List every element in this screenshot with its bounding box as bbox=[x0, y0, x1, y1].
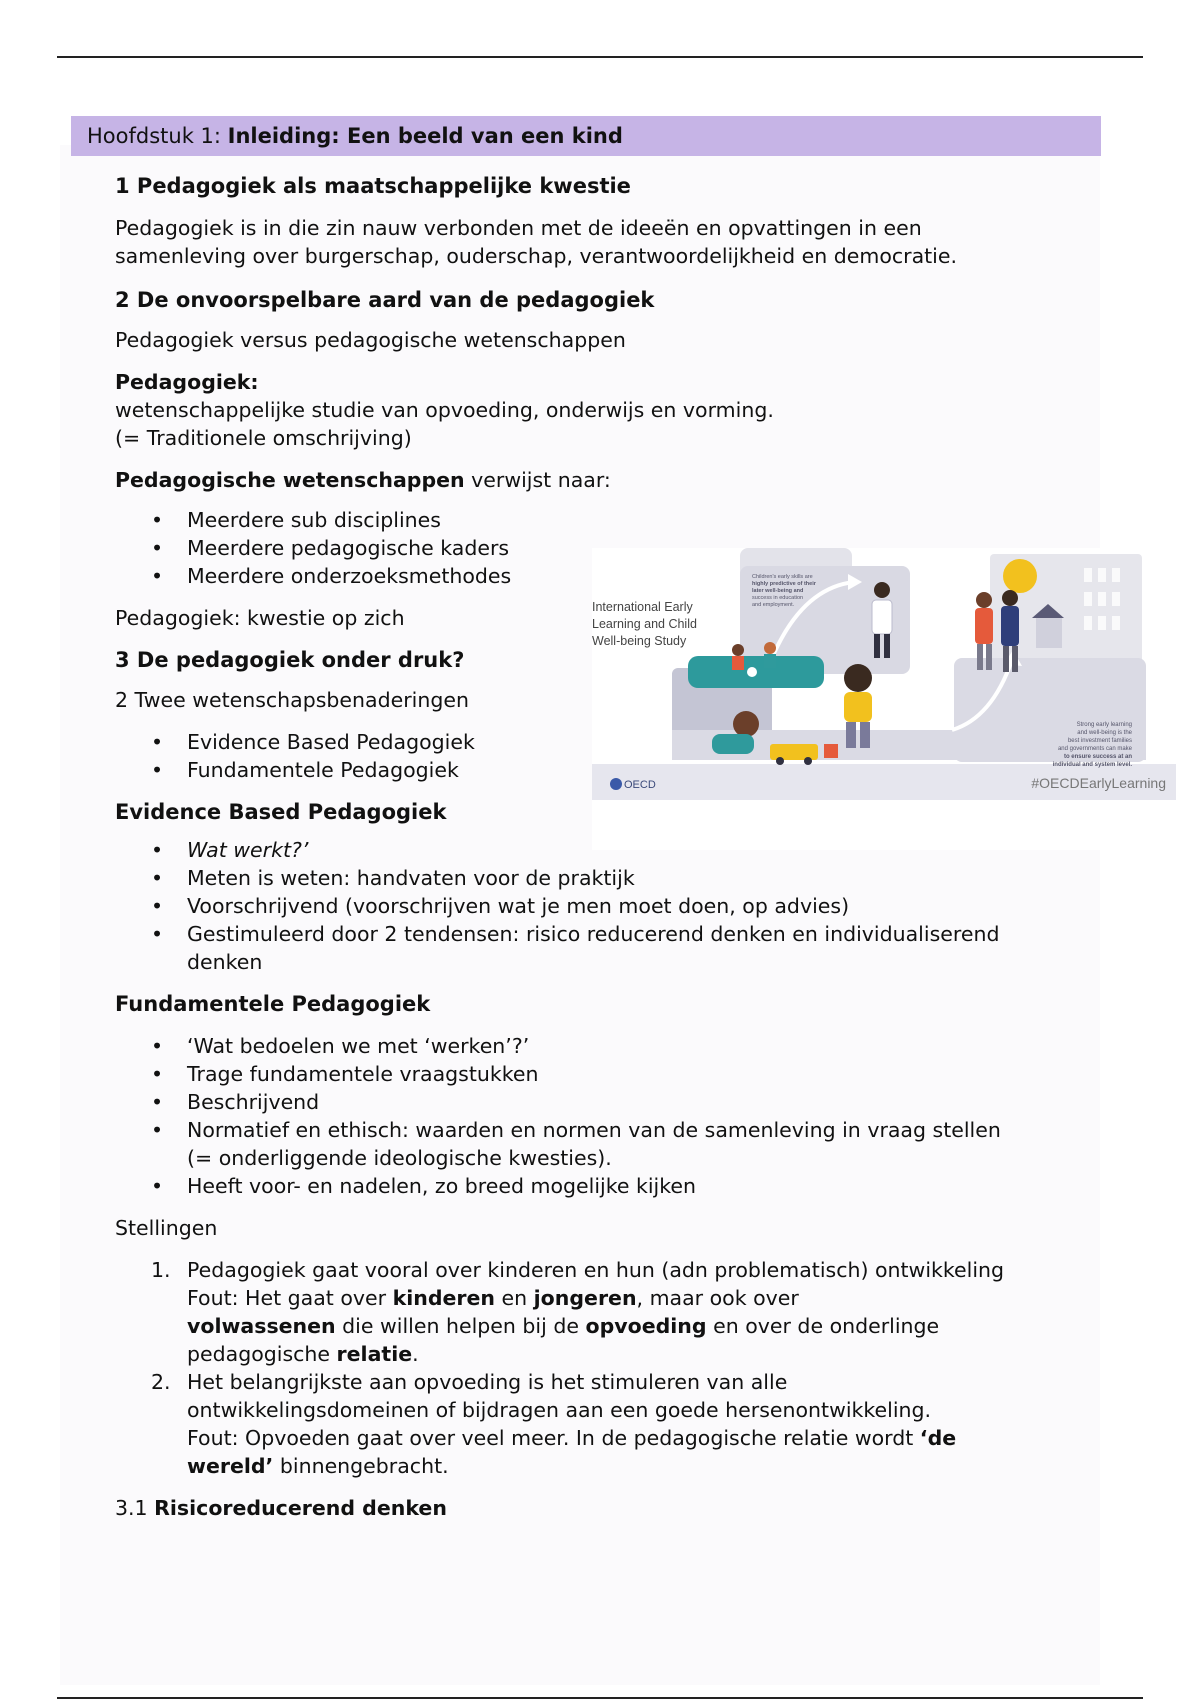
section-3-1-heading: 3.1 Risicoreducerend denken bbox=[115, 1496, 447, 1520]
study-title-line3: Well-being Study bbox=[592, 634, 687, 648]
stelling-2: 2. Het belangrijkste aan opvoeding is het stimuleren van alle ontwikkelingsdomeinen of bijdragen aan een goede hersenontwikkeling. Fout: Opvoeden gaat over veel meer. In de pedagogische relatie wordt ‘de wereld’ binnengebracht. bbox=[151, 1370, 957, 1478]
list-item: • Trage fundamentele vraagstukken bbox=[115, 1060, 1075, 1088]
section-1-heading: 1 Pedagogiek als maatschappelijke kwestie bbox=[115, 174, 631, 198]
section-1-text-line1: Pedagogiek is in die zin nauw verbonden met de ideeën en opvattingen in een bbox=[115, 216, 922, 240]
bottom-card-line5: to ensure success at an bbox=[1063, 754, 1132, 760]
ebp-heading: Evidence Based Pedagogiek bbox=[115, 800, 447, 824]
list-item: • Wat werkt?’ bbox=[115, 836, 1075, 864]
chapter-prefix: Hoofdstuk 1: bbox=[87, 124, 221, 148]
oecd-logo-icon bbox=[610, 778, 622, 790]
hashtag: #OECDEarlyLearning bbox=[1031, 775, 1166, 791]
approaches-list bbox=[115, 728, 595, 784]
list-item: • Gestimuleerd door 2 tendensen: risico reducerend denken en individualiserend denken bbox=[115, 920, 1075, 976]
list-item: • Fundamentele Pedagogiek bbox=[115, 756, 595, 784]
fp-heading: Fundamentele Pedagogiek bbox=[115, 992, 431, 1016]
bottom-card-line3: best investment families bbox=[1067, 738, 1132, 744]
pedagogiek-label: Pedagogiek: bbox=[115, 370, 259, 394]
top-card-line2: highly predictive of their bbox=[752, 581, 816, 587]
pedagogiek-definition: wetenschappelijke studie van opvoeding, onderwijs en vorming. bbox=[115, 398, 774, 422]
bottom-card-line6: individual and system level. bbox=[1052, 762, 1132, 768]
pw-list bbox=[115, 506, 595, 590]
top-rule bbox=[57, 56, 1143, 58]
list-item: • Beschrijvend bbox=[115, 1088, 1075, 1116]
top-card-line4: success in education bbox=[752, 595, 804, 601]
section-1-text-line2: samenleving over burgerschap, ouderschap, verantwoordelijkheid en democratie. bbox=[115, 244, 958, 268]
study-title-line2: Learning and Child bbox=[592, 617, 697, 631]
stellingen-label: Stellingen bbox=[115, 1216, 218, 1240]
chapter-header bbox=[71, 116, 1101, 156]
sun bbox=[1003, 559, 1037, 593]
top-card-line5: and employment. bbox=[752, 602, 795, 608]
list-item: • Meerdere pedagogische kaders bbox=[115, 534, 595, 562]
toy-bus bbox=[770, 744, 818, 760]
pedagogische-wetenschappen-line: Pedagogische wetenschappen verwijst naar: bbox=[115, 468, 611, 492]
list-item: • Evidence Based Pedagogiek bbox=[115, 728, 595, 756]
section-2-heading: 2 De onvoorspelbare aard van de pedagogiek bbox=[115, 288, 655, 312]
section-2-intro: Pedagogiek versus pedagogische wetenschappen bbox=[115, 328, 626, 352]
fp-list bbox=[115, 1032, 1075, 1200]
kwestie-line: Pedagogiek: kwestie op zich bbox=[115, 606, 405, 630]
bottom-card-line4: and governments can make bbox=[1057, 746, 1132, 752]
list-item: • Heeft voor- en nadelen, zo breed mogelijke kijken bbox=[115, 1172, 1075, 1200]
bottom-card-line2: and well-being is the bbox=[1077, 730, 1132, 736]
section-3-heading: 3 De pedagogiek onder druk? bbox=[115, 648, 465, 672]
oecd-illustration bbox=[592, 548, 1176, 850]
list-item: • Normatief en ethisch: waarden en normen van de samenleving in vraag stellen (= onderliggende ideologische kwesties). bbox=[115, 1116, 1075, 1172]
bottom-card-line1: Strong early learning bbox=[1076, 722, 1132, 728]
top-card-line3: later well-being and bbox=[752, 588, 804, 594]
section-3-intro: 2 Twee wetenschapsbenaderingen bbox=[115, 688, 469, 712]
pedagogiek-note: (= Traditionele omschrijving) bbox=[115, 426, 412, 450]
list-item: • Meten is weten: handvaten voor de praktijk bbox=[115, 864, 1075, 892]
bottom-rule bbox=[57, 1697, 1143, 1699]
list-item: • Voorschrijvend (voorschrijven wat je men moet doen, op advies) bbox=[115, 892, 1075, 920]
list-item: • Meerdere onderzoeksmethodes bbox=[115, 562, 595, 590]
list-item: • Meerdere sub disciplines bbox=[115, 506, 595, 534]
stelling-1: 1. Pedagogiek gaat vooral over kinderen en hun (adn problematisch) ontwikkeling Fout: Het gaat over kinderen en jongeren, maar ook over volwassenen die willen helpen bij de opvoeding en over de onderlinge pedagogische relatie. bbox=[151, 1258, 1005, 1366]
oecd-logo-text: OECD bbox=[624, 779, 656, 791]
chapter-title: Inleiding: Een beeld van een kind bbox=[227, 124, 623, 148]
list-item: • ‘Wat bedoelen we met ‘werken’?’ bbox=[115, 1032, 1075, 1060]
study-title-line1: International Early bbox=[592, 600, 693, 614]
top-card-line1: Children's early skills are bbox=[752, 574, 813, 580]
ebp-list bbox=[115, 836, 1075, 976]
stellingen-list bbox=[115, 1256, 1075, 1480]
